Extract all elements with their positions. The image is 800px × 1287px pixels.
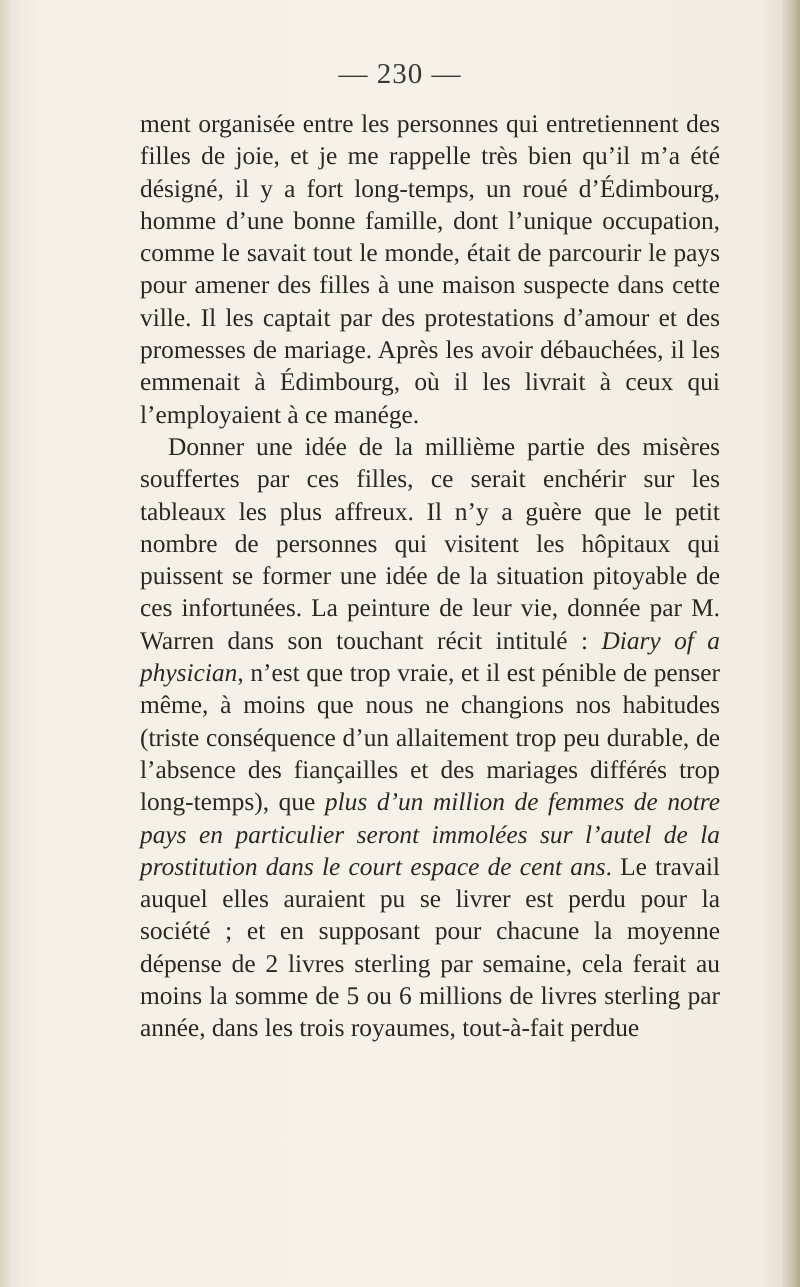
paragraph-2-segment-5: . Le travail auquel elles auraient pu se livrer est perdu pour la société ; et en supposant pour chacune la moyenne dépense de 2 livres sterling par semaine, cela ferait au moins la somme de 5 ou 6 millions de livres sterling par année, dans les trois royaumes, tout-à-fait perdue — [140, 852, 720, 1043]
italic-emphasis: plus d’un million de femmes de notre pays en particulier seront immolées sur l’autel de la prostitution dans le court espace de cent ans — [140, 788, 720, 881]
italic-book-title: Diary of a physician — [140, 626, 720, 688]
paragraph-2 — [140, 431, 720, 1045]
paragraph-2-segment-3: , n’est que trop vraie, et il est pénible de penser même, à moins que nous ne changions nos habitudes (triste conséquence d’un allaitement trop peu durable, de l’absence des fiançailles et des mariages différés trop long-temps), que — [140, 659, 720, 817]
body-text — [140, 108, 720, 1045]
paragraph-2-segment-1: Donner une idée de la millième partie des misères souffertes par ces filles, ce serait enchérir sur les tableaux les plus affreux. Il n’y a guère que le petit nombre de personnes qui visitent les hôpitaux qui puissent se former une idée de la situation pitoyable de ces infortunées. La peinture de leur vie, donnée par M. Warren dans son touchant récit intitulé : — [140, 432, 720, 655]
page-header: — 230 — — [338, 58, 462, 90]
page-gutter-shadow — [0, 0, 12, 1287]
paragraph-1-segment-1: ment organisée entre les personnes qui entretiennent des filles de joie, et je me rappelle très bien qu’il m’a été désigné, il y a fort long-temps, un roué d’Édimbourg, homme d’une bonne famille, dont l’unique occupation, comme le savait tout le monde, était de parcourir le pays pour amener des filles à une maison suspecte dans cette ville. Il les captait par des protestations d’amour et des promesses de mariage. Après les avoir débauchées, il les emmenait à Édimbourg, où il les livrait à ceux qui l’employaient à ce manége. — [140, 110, 720, 429]
paragraph-1 — [140, 108, 720, 431]
page-edge-shadow — [782, 0, 800, 1287]
